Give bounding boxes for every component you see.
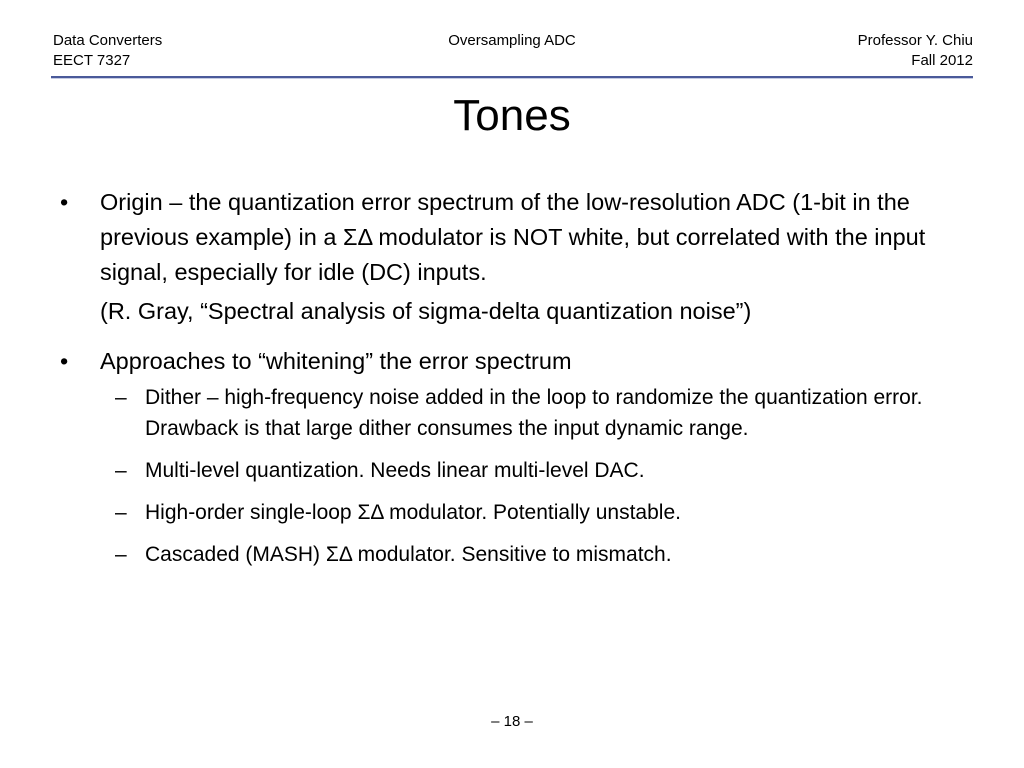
dash-marker: – — [115, 459, 127, 482]
approaches-list — [100, 382, 964, 570]
course-code: EECT 7327 — [53, 52, 131, 69]
list-item-multilevel — [100, 455, 964, 486]
bullet-origin-reference: (R. Gray, “Spectral analysis of sigma-delta quantization noise”) — [100, 298, 752, 324]
list-item-text: High-order single-loop ΣΔ modulator. Potentially unstable. — [145, 501, 681, 524]
instructor-info — [858, 31, 973, 71]
lecture-topic: Oversampling ADC — [448, 32, 576, 49]
header-rule — [51, 76, 973, 79]
dash-marker: – — [115, 386, 127, 409]
list-item-text: Multi-level quantization. Needs linear multi-level DAC. — [145, 459, 645, 482]
dash-marker: – — [115, 543, 127, 566]
dash-marker: – — [115, 501, 127, 524]
course-name: Data Converters — [53, 32, 163, 49]
list-item-mash — [100, 539, 964, 570]
list-item-text: Cascaded (MASH) ΣΔ modulator. Sensitive to mismatch. — [145, 543, 672, 566]
bullet-origin-text: Origin – the quantization error spectrum of the low-resolution ADC (1-bit in the previous example) in a ΣΔ modulator is NOT white, but correlated with the input signal, especially for idle (DC) inputs. — [100, 189, 926, 285]
slide-content — [60, 185, 964, 570]
bullet-marker: • — [60, 348, 69, 374]
page-number: – 18 – — [491, 713, 533, 730]
bullet-origin — [60, 185, 964, 329]
instructor-name: Professor Y. Chiu — [857, 32, 973, 49]
bullet-approaches — [60, 344, 964, 570]
semester: Fall 2012 — [911, 52, 973, 69]
list-item-text: Dither – high-frequency noise added in the loop to randomize the quantization error. Drawback is that large dither consumes the input dynamic range. — [145, 386, 923, 440]
bullet-marker: • — [60, 189, 69, 215]
list-item-dither — [100, 382, 964, 444]
list-item-high-order — [100, 497, 964, 528]
slide-title: Tones — [453, 91, 571, 140]
bullet-approaches-text: Approaches to “whitening” the error spectrum — [100, 348, 572, 374]
